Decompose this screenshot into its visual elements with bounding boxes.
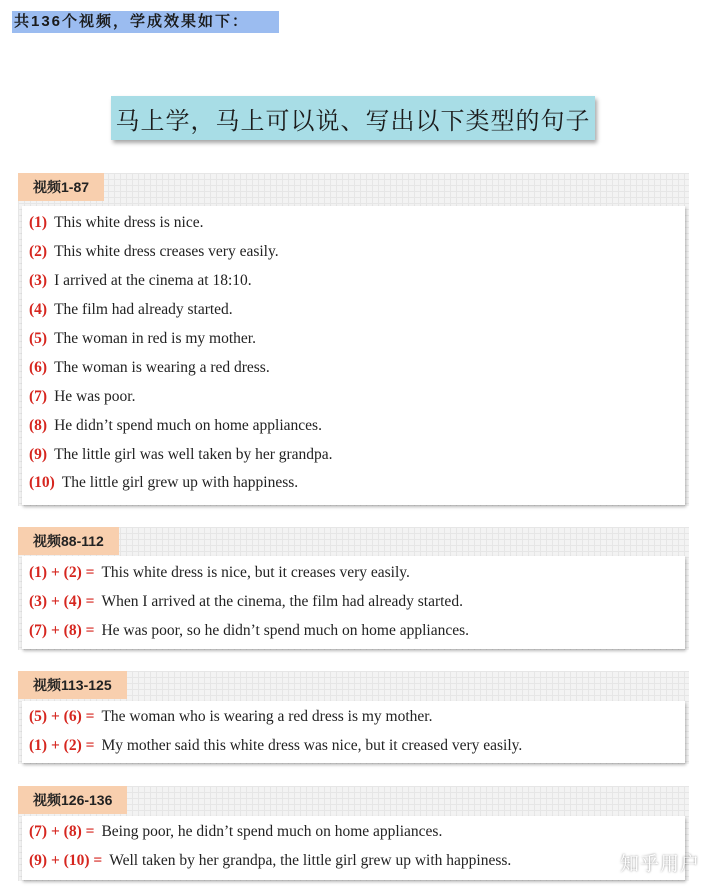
sentence-row [22, 238, 685, 267]
sentence-number: (8) [29, 416, 48, 434]
section-tag: 视频113-125 [18, 671, 127, 699]
sentence-text: He was poor, so he didn’t spend much on home appliances. [101, 622, 470, 640]
sentence-text: He was poor. [54, 387, 136, 405]
section-panel-4 [18, 786, 689, 881]
sentence-text: When I arrived at the cinema, the film had already started. [101, 593, 463, 611]
sentence-row [22, 847, 685, 876]
sentence-row [22, 617, 685, 646]
sentence-row [22, 296, 685, 325]
sentence-text: The woman in red is my mother. [54, 330, 256, 347]
sentence-number: (1) + (2) = [29, 737, 95, 755]
sentence-row [22, 411, 685, 440]
sentence-row [22, 209, 685, 238]
sentence-text: He didn’t spend much on home appliances. [54, 416, 322, 434]
sentence-row [22, 469, 685, 498]
sentence-card [22, 556, 685, 649]
sentence-row [22, 325, 685, 354]
sentence-text: The woman who is wearing a red dress is my mother. [101, 708, 433, 726]
sentence-row [22, 818, 685, 847]
sentence-text: Being poor, he didn’t spend much on home appliances. [101, 823, 443, 841]
sentence-row [22, 267, 685, 296]
sentence-number: (5) + (6) = [29, 708, 95, 726]
sentence-number: (9) [29, 445, 48, 463]
sentence-text: The film had already started. [54, 301, 233, 319]
sentence-number: (2) [29, 243, 48, 261]
sentence-number: (1) [29, 214, 48, 232]
sentence-row [22, 440, 685, 469]
sentence-text: This white dress creases very easily. [54, 243, 279, 261]
sentence-number: (3) + (4) = [29, 593, 95, 611]
sentence-row [22, 353, 685, 382]
section-tag: 视频126-136 [18, 786, 127, 814]
sentence-number: (1) + (2) = [29, 564, 95, 582]
sentence-text: The little girl grew up with happiness. [61, 474, 299, 492]
sentence-text: My mother said this white dress was nice, but it creased very easily. [101, 737, 523, 755]
section-tag: 视频1-87 [18, 173, 104, 201]
sentence-number: (3) [29, 272, 48, 290]
sentence-number: (4) [29, 301, 48, 319]
sentence-row [22, 588, 685, 617]
banner-title: 马上学，马上可以说、写出以下类型的句子 [111, 96, 595, 140]
headline: 共136个视频，学成效果如下： [12, 11, 279, 33]
section-panel-3 [18, 671, 689, 764]
sentence-row [22, 559, 685, 588]
sentence-number: (7) [29, 387, 48, 405]
sentence-card [22, 206, 685, 505]
sentence-number: (9) + (10) = [29, 852, 103, 870]
sentence-text: This white dress is nice. [54, 214, 204, 232]
sentence-text: Well taken by her grandpa, the little girl grew up with happiness. [109, 852, 512, 870]
sentence-number: (6) [29, 358, 48, 376]
sentence-text: I arrived at the cinema at 18:10. [54, 272, 252, 290]
sentence-card [22, 701, 685, 763]
sentence-row [22, 382, 685, 411]
sentence-text: The woman is wearing a red dress. [54, 358, 270, 376]
sentence-number: (5) [29, 330, 48, 347]
sentence-number: (7) + (8) = [29, 823, 95, 841]
sentence-number: (10) [29, 474, 55, 492]
sentence-row [22, 703, 685, 732]
sentence-card [22, 816, 685, 880]
sentence-text: The little girl was well taken by her grandpa. [54, 445, 333, 463]
watermark: 知乎用户 [619, 854, 700, 875]
section-panel-2 [18, 527, 689, 650]
sentence-row [22, 732, 685, 761]
sentence-number: (7) + (8) = [29, 622, 95, 640]
section-tag: 视频88-112 [18, 527, 119, 555]
sentence-text: This white dress is nice, but it creases very easily. [101, 564, 410, 582]
section-panel-1 [18, 173, 689, 506]
